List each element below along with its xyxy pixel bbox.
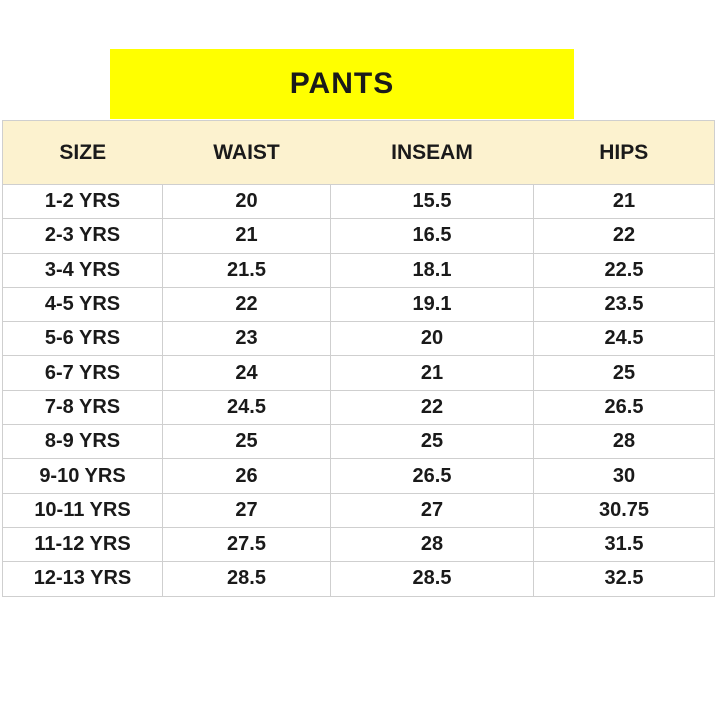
cell-size: 12-13 YRS — [3, 562, 163, 596]
table-row — [3, 287, 715, 321]
cell-waist: 21 — [163, 219, 331, 253]
cell-hips: 24.5 — [534, 322, 715, 356]
cell-inseam: 22 — [331, 390, 534, 424]
cell-inseam: 27 — [331, 493, 534, 527]
cell-inseam: 28.5 — [331, 562, 534, 596]
cell-waist: 28.5 — [163, 562, 331, 596]
col-header-hips: HIPS — [534, 121, 715, 185]
cell-waist: 24 — [163, 356, 331, 390]
cell-inseam: 20 — [331, 322, 534, 356]
table-row — [3, 219, 715, 253]
cell-size: 1-2 YRS — [3, 185, 163, 219]
cell-hips: 21 — [534, 185, 715, 219]
cell-inseam: 26.5 — [331, 459, 534, 493]
cell-size: 5-6 YRS — [3, 322, 163, 356]
size-table — [2, 120, 715, 597]
col-header-waist: WAIST — [163, 121, 331, 185]
table-row — [3, 425, 715, 459]
cell-size: 6-7 YRS — [3, 356, 163, 390]
cell-waist: 26 — [163, 459, 331, 493]
cell-hips: 26.5 — [534, 390, 715, 424]
cell-waist: 27 — [163, 493, 331, 527]
cell-size: 7-8 YRS — [3, 390, 163, 424]
cell-waist: 24.5 — [163, 390, 331, 424]
cell-waist: 22 — [163, 287, 331, 321]
cell-inseam: 15.5 — [331, 185, 534, 219]
cell-inseam: 19.1 — [331, 287, 534, 321]
cell-hips: 25 — [534, 356, 715, 390]
cell-waist: 23 — [163, 322, 331, 356]
cell-size: 9-10 YRS — [3, 459, 163, 493]
cell-waist: 27.5 — [163, 527, 331, 561]
chart-title: PANTS — [289, 67, 395, 100]
cell-inseam: 21 — [331, 356, 534, 390]
table-row — [3, 253, 715, 287]
cell-inseam: 16.5 — [331, 219, 534, 253]
cell-hips: 23.5 — [534, 287, 715, 321]
cell-hips: 31.5 — [534, 527, 715, 561]
table-row — [3, 185, 715, 219]
table-row — [3, 562, 715, 596]
col-header-size: SIZE — [3, 121, 163, 185]
cell-waist: 20 — [163, 185, 331, 219]
table-row — [3, 356, 715, 390]
table-body — [3, 185, 715, 597]
cell-hips: 30 — [534, 459, 715, 493]
chart-title-banner — [110, 49, 574, 119]
col-header-inseam: INSEAM — [331, 121, 534, 185]
cell-hips: 30.75 — [534, 493, 715, 527]
cell-inseam: 18.1 — [331, 253, 534, 287]
cell-size: 4-5 YRS — [3, 287, 163, 321]
table-row — [3, 322, 715, 356]
cell-hips: 28 — [534, 425, 715, 459]
table-row — [3, 493, 715, 527]
cell-waist: 25 — [163, 425, 331, 459]
cell-inseam: 25 — [331, 425, 534, 459]
cell-waist: 21.5 — [163, 253, 331, 287]
cell-hips: 22 — [534, 219, 715, 253]
cell-inseam: 28 — [331, 527, 534, 561]
cell-size: 3-4 YRS — [3, 253, 163, 287]
cell-hips: 22.5 — [534, 253, 715, 287]
cell-size: 2-3 YRS — [3, 219, 163, 253]
cell-hips: 32.5 — [534, 562, 715, 596]
table-row — [3, 459, 715, 493]
header-row — [3, 121, 715, 185]
table-row — [3, 527, 715, 561]
cell-size: 11-12 YRS — [3, 527, 163, 561]
cell-size: 10-11 YRS — [3, 493, 163, 527]
table-row — [3, 390, 715, 424]
cell-size: 8-9 YRS — [3, 425, 163, 459]
